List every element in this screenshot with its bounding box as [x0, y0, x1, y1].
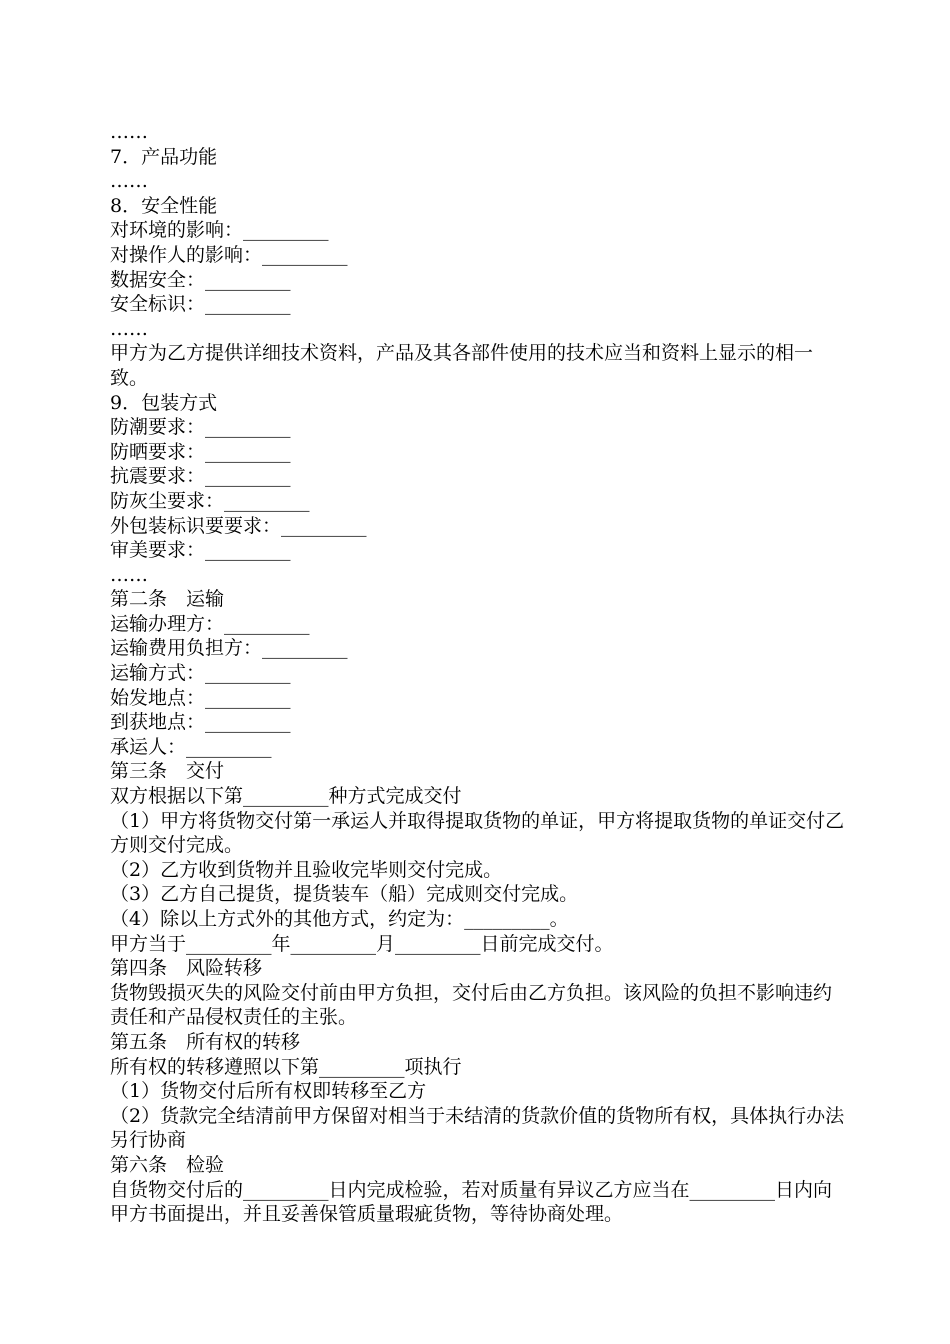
delivery-option-3: （3）乙方自己提货，提货装车（船）完成则交付完成。	[110, 883, 579, 906]
field-outer-package-label: 外包装标识要要求：_________	[110, 514, 367, 537]
field-dust-proof: 防灰尘要求：_________	[110, 489, 310, 512]
field-moisture-proof: 防潮要求：_________	[110, 416, 291, 439]
field-carrier: 承运人：_________	[110, 735, 272, 758]
article-3-heading: 第三条 交付	[110, 760, 225, 783]
field-transport-handler: 运输办理方：_________	[110, 612, 310, 635]
heading-packaging: 9．包装方式	[110, 391, 218, 414]
delivery-option-1: （1）甲方将货物交付第一承运人并取得提取货物的单证，甲方将提取货物的单证交付乙方则交付完成。	[110, 809, 845, 857]
ownership-option-1: （1）货物交付后所有权即转移至乙方	[110, 1080, 427, 1103]
field-operator-impact: 对操作人的影响：_________	[110, 243, 348, 266]
document-page	[110, 120, 845, 1227]
ownership-option-2: （2）货款完全结清前甲方保留对相当于未结清的货款价值的货物所有权，具体执行办法另行协商	[110, 1104, 845, 1152]
ellipsis: ……	[110, 121, 148, 143]
field-transport-mode: 运输方式：_________	[110, 662, 291, 685]
article-5-heading: 第五条 所有权的转移	[110, 1030, 301, 1053]
article-2-heading: 第二条 运输	[110, 588, 225, 611]
field-environment-impact: 对环境的影响：_________	[110, 219, 329, 242]
ownership-choice: 所有权的转移遵照以下第_________项执行	[110, 1055, 462, 1078]
heading-safety-performance: 8．安全性能	[110, 194, 218, 217]
ellipsis: ……	[110, 563, 148, 586]
article-6-heading: 第六条 检验	[110, 1153, 225, 1176]
delivery-deadline: 甲方当于_________年_________月_________日前完成交付。	[110, 932, 614, 955]
ellipsis: ……	[110, 170, 148, 193]
field-destination: 到获地点：_________	[110, 711, 291, 734]
field-sun-proof: 防晒要求：_________	[110, 440, 291, 463]
article-4-heading: 第四条 风险转移	[110, 957, 263, 980]
paragraph-risk-transfer: 货物毁损灭失的风险交付前由甲方负担，交付后由乙方负担。该风险的负担不影响违约责任和产品侵权责任的主张。	[110, 981, 833, 1029]
delivery-option-2: （2）乙方收到货物并且验收完毕则交付完成。	[110, 858, 503, 881]
delivery-option-4: （4）除以上方式外的其他方式，约定为：_________。	[110, 908, 569, 930]
field-safety-label: 安全标识：_________	[110, 293, 291, 316]
field-shock-proof: 抗震要求：_________	[110, 465, 291, 488]
ellipsis: ……	[110, 317, 148, 340]
delivery-method-choice: 双方根据以下第_________种方式完成交付	[110, 785, 462, 808]
paragraph-inspection: 自货物交付后的_________日内完成检验，若对质量有异议乙方应当在_________日内向甲方书面提出，并且妥善保管质量瑕疵货物，等待协商处理。	[110, 1178, 833, 1226]
field-transport-cost-bearer: 运输费用负担方：_________	[110, 637, 348, 660]
field-origin: 始发地点：_________	[110, 686, 291, 709]
field-data-security: 数据安全：_________	[110, 268, 291, 291]
field-aesthetic: 审美要求：_________	[110, 539, 291, 562]
heading-product-function: 7．产品功能	[110, 145, 218, 168]
paragraph-technical-data: 甲方为乙方提供详细技术资料，产品及其各部件使用的技术应当和资料上显示的相一致。	[110, 342, 814, 389]
